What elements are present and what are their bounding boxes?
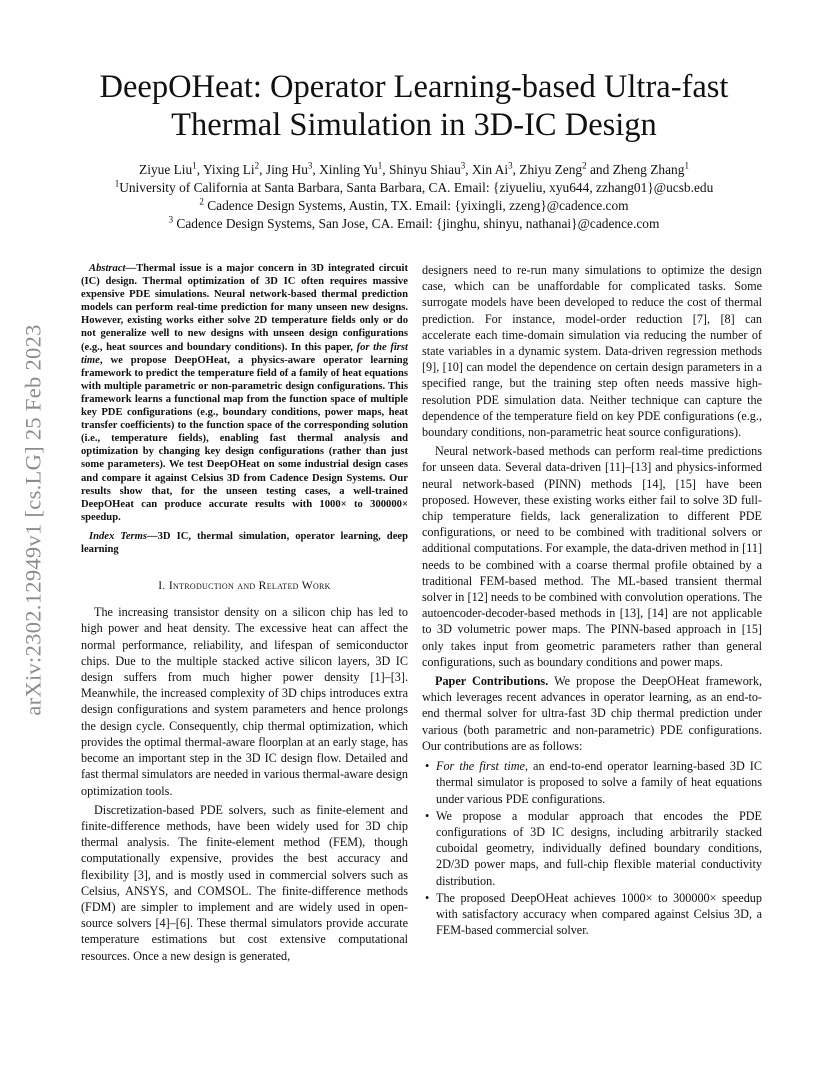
affiliation (80, 215, 748, 233)
body-paragraph: designers need to re-run many simulations to optimize the design case, which can be unaffordable for complicated tasks. Some surrogate models have been developed to reduce the cost of thermal prediction. For instance, model-order reduction [7], [8] can accelerate each time-domain simulation via reducing the number of state variables in a dynamic system. Data-driven regression methods [9], [10] can model the dependence on certain design parameters in a specified range, but the training step often needs massive high-resolution PDE simulation data. Neither technique can capture the dependence of the temperature field on key PDE configurations (e.g., boundary conditions, non-parametric heat source configurations). (422, 263, 762, 440)
author-list: Ziyue Liu$^1$, Yixing Li$^2$, Jing Hu$^3$, Xinling Yu$^1$, Shinyu Shiau$^3$, Xin Ai$^3$, Zhiyu Zeng$^2$ and Zheng Zhang$^1$ (139, 160, 689, 177)
list-item-emphasis: For the first time (436, 759, 525, 774)
index-terms-lead: Index Terms (89, 530, 148, 542)
arxiv-identifier: arXiv:2302.12949v1 [cs.LG] 25 Feb 2023 (21, 324, 47, 716)
list-item-text: The proposed DeepOHeat achieves 1000× to 300000× speedup with satisfactory accuracy when compared against Celsius 3D, a FEM-based commercial solver. (436, 890, 762, 938)
author-affiliation-mark: 1 (684, 160, 689, 171)
author-name: Yixing Li (202, 162, 255, 177)
index-terms (81, 530, 408, 556)
author-block (80, 161, 748, 233)
affiliation (80, 197, 748, 215)
affiliation-mark: 1 (114, 178, 120, 189)
author-name: Jing Hu (265, 162, 308, 177)
affiliation-mark: 2 (199, 196, 204, 207)
title-line-1: DeepOHeat: Operator Learning-based Ultra-fast (99, 69, 729, 105)
abstract-text-part-2: , we propose DeepOHeat, a physics-aware operator learning framework to predict the temperature field of a family of heat equations with multiple parametric or non-parametric design configurations. This framework learns a functional map from the function space of multiple key PDE configurations (e.g., boundary conditions, power maps, heat transfer coefficients) to the function space of the corresponding solution (i.e., temperature fields), enabling fast thermal analysis and optimization by changing key design configurations (rather than just some parameters). We test DeepOHeat on some industrial design cases and compare it against Celsius 3D from Cadence Design Systems. Our results show that, for the unseen testing cases, a well-trained DeepOHeat can produce accurate results with 1000× to 300000× speedup. (81, 354, 408, 523)
list-item (436, 808, 762, 889)
author-affiliation-mark: 1 (192, 160, 197, 171)
author-name: Xinling Yu (319, 162, 378, 177)
abstract-lead: Abstract (89, 263, 126, 274)
list-item-text: , an end-to-end operator learning-based 3D IC thermal simulator is proposed to solve a family of heat equations under various PDE configurations. (436, 759, 762, 806)
list-item (436, 758, 762, 807)
contributions-list (422, 758, 762, 938)
author-affiliation-mark: 1 (377, 160, 383, 171)
author-affiliation-mark: 2 (254, 160, 260, 171)
author-name: Xin Ai (471, 162, 509, 177)
contributions-lead: Paper Contributions. (435, 674, 549, 689)
author-affiliation-mark: 3 (307, 160, 313, 171)
body-paragraph: Discretization-based PDE solvers, such as finite-element and finite-difference methods, have been widely used for 3D chip thermal analysis. The finite-element method (FEM), though computationally expensive, provides the best accuracy and flexibility [3], and is mostly used in commercial solvers such as Celsius, ANSYS, and COMSOL. The finite-difference methods (FDM) are simpler to implement and are widely used in open-source solvers [4]–[6]. These thermal simulators provide accurate temperature estimations but cost extensive computational resources. Once a new design is generated, (81, 802, 408, 963)
author-affiliation-mark: 3 (460, 160, 466, 171)
list-item (436, 890, 762, 939)
right-column (422, 262, 762, 939)
body-paragraph: Neural network-based methods can perform real-time predictions for unseen data. Several data-driven [11]–[13] and physics-informed neural network-based (PINN) methods [14], [15] have been proposed. However, these existing works either fail to solve 3D full-chip temperature fields, lack generalization to different PDE configurations, or need to be combined with traditional solvers or additional computations. For example, the data-driven method in [11] needs to be combined with a coarse thermal profile obtained by a traditional FEM-based method. The ML-based transient thermal solver in [12] needs to be combined with convolution operations. The autoencoder-decoder-based methods in [13], [14] are not applicable to 3D volumetric power maps. The PINN-based approach in [15] only takes input from geometric parameters rather than general configurations, such as boundary conditions and power maps. (422, 444, 762, 669)
affiliation (80, 179, 748, 197)
section-title: Introduction and Related Work (168, 579, 331, 593)
affiliation-mark: 3 (168, 214, 174, 225)
abstract-text-part-1: —Thermal issue is a major concern in 3D integrated circuit (IC) design. Thermal optimization of 3D IC often requires massive expensive PDE simulations. Neural network-based thermal prediction models can perform real-time prediction for many unseen new designs. However, existing works either solve 2D temperature fields only or do not generalize well to new designs with unseen design configurations (e.g., heat sources and boundary conditions). In this paper, (81, 263, 408, 353)
left-column (81, 262, 408, 967)
contributions-text: We propose the DeepOHeat framework, which leverages recent advances in operator learning, as an end-to-end thermal solver for ultra-fast 3D chip thermal prediction under various (both parametric and non-parametric) PDE configurations. Our contributions are as follows: (422, 674, 762, 753)
author-affiliation-mark: 3 (508, 160, 513, 171)
author-name: Shinyu Shiau (388, 162, 461, 177)
abstract (81, 262, 408, 524)
index-terms-text: —3D IC, thermal simulation, operator learning, deep learning (81, 530, 408, 555)
affiliation-text: University of California at Santa Barbara, Santa Barbara, CA. Email: {ziyueliu, xyu644, zzhang01}@ucsb.edu (119, 180, 714, 195)
author-name: Zhiyu Zeng (519, 162, 583, 177)
paper-title (80, 68, 748, 144)
author-name: Ziyue Liu (139, 162, 193, 177)
author-name: Zheng Zhang (612, 162, 685, 177)
title-line-2: Thermal Simulation in 3D-IC Design (171, 107, 657, 143)
contributions-paragraph (422, 673, 762, 754)
section-number: I. (158, 579, 169, 593)
author-affiliation-mark: 2 (582, 160, 587, 171)
affiliation-text: Cadence Design Systems, Austin, TX. Email: {yixingli, zzeng}@cadence.com (203, 198, 629, 213)
section-heading (81, 578, 408, 594)
affiliation-text: Cadence Design Systems, San Jose, CA. Email: {jinghu, shinyu, nathanai}@cadence.com (173, 216, 660, 231)
abstract-emphasis: for the first time (81, 341, 408, 366)
list-item-text: We propose a modular approach that encodes the PDE configurations of 3D IC designs, including arbitrarily stacked cuboidal geometry, individually defined boundary conditions, 2D/3D power maps, and full-chip flexible material conductivity distribution. (436, 808, 762, 888)
body-paragraph: The increasing transistor density on a silicon chip has led to high power and heat density. The excessive heat can affect the normal performance, reliability, and lifespan of semiconductor chips. Due to the multiple stacked active silicon layers, 3D IC design suffers from much higher power density [1]–[3]. Meanwhile, the increased complexity of 3D chips introduces extra design configurations and system parameters and hence prolongs the design cycle. Consequently, chip thermal optimization, which provides the optimal thermal-aware floorplan at an early stage, has become an important step in the 3D IC design flow. Detailed and fast thermal simulators are needed in various thermal-aware design optimization tools. (81, 605, 408, 798)
arxiv-side-stamp (14, 270, 54, 770)
